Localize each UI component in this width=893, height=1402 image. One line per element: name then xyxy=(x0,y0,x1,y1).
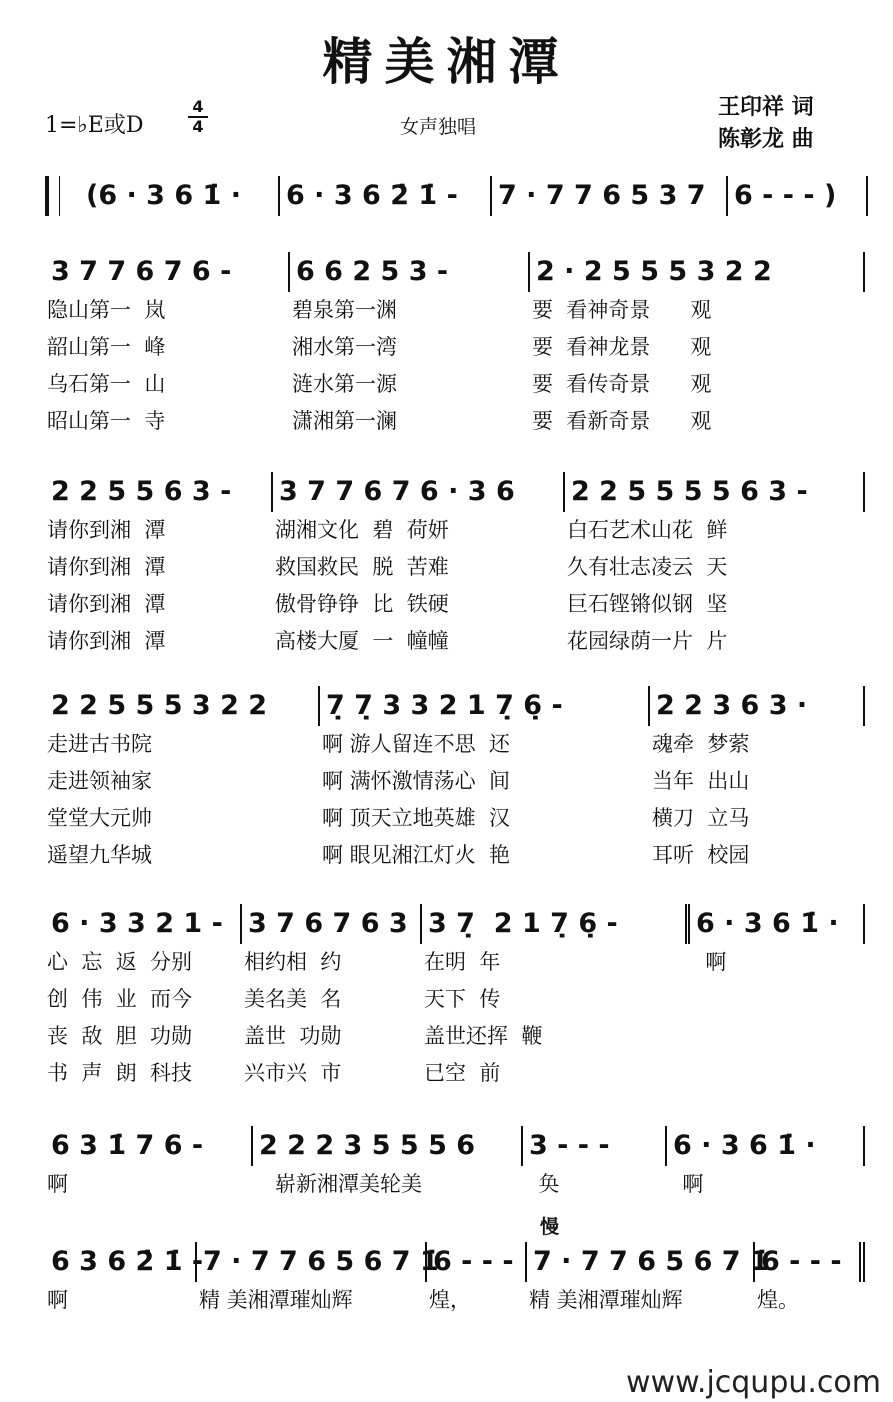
lyric-verse-3: 横刀 立马 xyxy=(652,806,750,830)
time-signature-bottom: 4 xyxy=(188,116,208,136)
measure: 6 3 6 2̇ 1̇ - xyxy=(45,1242,197,1282)
time-signature xyxy=(188,98,208,136)
lyric-verse-2: 韶山第一 峰 xyxy=(47,335,166,359)
lyric-verse-3: 傲骨铮铮 比 铁硬 xyxy=(275,592,449,616)
lyric-verse-1: 啊 xyxy=(47,1172,68,1196)
measure: 6 - - - xyxy=(755,1242,865,1282)
repeat-start-sign xyxy=(45,176,60,216)
lyric-verse-1: 精 美湘潭璀灿辉 xyxy=(199,1288,353,1312)
watermark: www.jcqupu.com xyxy=(626,1365,881,1400)
lyric-verse-1: 煌， xyxy=(429,1288,471,1312)
lyric-verse-1: 奂 xyxy=(525,1172,560,1196)
lyric-verse-2: 湘水第一湾 xyxy=(292,335,397,359)
tempo-mark: 慢 xyxy=(540,1216,560,1238)
lyric-verse-3: 请你到湘 潭 xyxy=(47,592,166,616)
measure: 7 · 7 7 6 5 6 7 1̇ xyxy=(527,1242,755,1282)
system-2 xyxy=(45,252,865,440)
lyric-verse-1: 请你到湘 潭 xyxy=(47,518,166,542)
credits xyxy=(718,92,814,156)
lyric-verse-1: 相约相 约 xyxy=(244,950,342,974)
lyric-verse-1: 走进古书院 xyxy=(47,732,152,756)
lyric-verse-1: 精 美湘潭璀灿辉 xyxy=(529,1288,683,1312)
lyric-verse-2: 啊 满怀激情荡心 间 xyxy=(322,769,511,793)
composer: 陈彰龙 曲 xyxy=(718,127,814,152)
lyric-verse-1: 白石艺术山花 鲜 xyxy=(567,518,728,542)
measure: 2 2 2 3 5 5 5 6 xyxy=(253,1126,523,1166)
lyric-verse-2: 救国救民 脱 苦难 xyxy=(275,555,449,579)
lyric-verse-4 xyxy=(690,1055,865,1092)
measure: 3 7 7 6 7 6 - xyxy=(45,252,290,292)
lyric-verse-1: 要 看神奇景 观 xyxy=(532,298,712,322)
measure: 2 · 2 5 5 5 3 2 2 xyxy=(530,252,865,292)
lyric-verse-1: 湖湘文化 碧 荷妍 xyxy=(275,518,449,542)
lyric-verse-2 xyxy=(690,981,865,1018)
time-signature-top: 4 xyxy=(192,97,204,116)
measure: 6 · 3 6 2̇ 1̇ - xyxy=(280,176,492,216)
performance-type: 女声独唱 xyxy=(400,116,477,138)
lyric-verse-3: 要 看传奇景 观 xyxy=(532,372,712,396)
lyric-verse-1: 心 忘 返 分别 xyxy=(47,950,193,974)
lyric-verse-2: 当年 出山 xyxy=(652,769,750,793)
measure: 6 3 1̇ 7 6 - xyxy=(45,1126,253,1166)
lyric-verse-1: 啊 xyxy=(669,1172,704,1196)
lyric-verse-4: 啊 眼见湘江灯火 艳 xyxy=(322,843,511,867)
lyric-verse-1: 啊 xyxy=(692,950,727,974)
measure: 2 2 5 5 6 3 - xyxy=(45,472,273,512)
lyric-verse-4: 遥望九华城 xyxy=(47,843,152,867)
lyric-verse-4: 书 声 朗 科技 xyxy=(47,1061,193,1085)
lyric-verse-4: 请你到湘 潭 xyxy=(47,629,166,653)
lyric-verse-1: 魂牵 梦萦 xyxy=(652,732,750,756)
measure: 6 · 3 6 1̇ · xyxy=(667,1126,865,1166)
lyric-verse-4: 潇湘第一澜 xyxy=(292,409,397,433)
measure: 3 7̣ 2 1 7̣ 6̣ - xyxy=(422,904,690,944)
measure: 3 - - - xyxy=(523,1126,667,1166)
system-7 xyxy=(45,1242,865,1319)
lyric-verse-3 xyxy=(690,1018,865,1055)
measure: 6 · 3 6 1̇ · xyxy=(690,904,865,944)
lyric-verse-1: 煌。 xyxy=(757,1288,799,1312)
lyric-verse-3: 啊 顶天立地英雄 汉 xyxy=(322,806,511,830)
lyric-verse-1: 隐山第一 岚 xyxy=(47,298,166,322)
lyric-verse-2: 要 看神龙景 观 xyxy=(532,335,712,359)
lyric-verse-1: 崭新湘潭美轮美 xyxy=(255,1172,423,1196)
lyric-verse-3: 涟水第一源 xyxy=(292,372,397,396)
lyric-verse-1: 啊 游人留连不思 还 xyxy=(322,732,511,756)
lyricist: 王印祥 词 xyxy=(718,95,814,120)
measure: 2 2 5 5 5 5 6 3 - xyxy=(565,472,865,512)
system-6 xyxy=(45,1126,865,1203)
measure: (6 · 3 6 1̇ · xyxy=(80,176,280,216)
lyric-verse-4: 高楼大厦 一 幢幢 xyxy=(275,629,449,653)
lyric-verse-3: 堂堂大元帅 xyxy=(47,806,152,830)
system-4 xyxy=(45,686,865,874)
lyric-verse-4: 已空 前 xyxy=(424,1061,501,1085)
lyric-verse-2: 请你到湘 潭 xyxy=(47,555,166,579)
key-signature: 1=♭E或D xyxy=(45,113,144,138)
system-5 xyxy=(45,904,865,1092)
lyric-verse-1: 碧泉第一渊 xyxy=(292,298,397,322)
lyric-verse-1: 啊 xyxy=(47,1288,68,1312)
lyric-verse-2: 美名美 名 xyxy=(244,987,342,1011)
measure: 7 · 7 7 6 5 3 7 xyxy=(492,176,728,216)
measure: 2 2 3 6 3 · xyxy=(650,686,865,726)
lyric-verse-3: 乌石第一 山 xyxy=(47,372,166,396)
lyric-verse-3: 巨石铿锵似钢 坚 xyxy=(567,592,728,616)
lyric-verse-1: 在明 年 xyxy=(424,950,501,974)
measure: 7̣ 7̣ 3 3 2 1 7̣ 6̣ - xyxy=(320,686,650,726)
system-3 xyxy=(45,472,865,660)
measure: 6 - - - xyxy=(427,1242,527,1282)
measure: 3 7 7 6 7 6 · 3 6 xyxy=(273,472,565,512)
lyric-verse-2: 久有壮志凌云 天 xyxy=(567,555,728,579)
song-title: 精美湘潭 xyxy=(322,33,571,91)
measure: 6 - - - ) xyxy=(728,176,868,216)
lyric-verse-3: 盖世还挥 鞭 xyxy=(424,1024,543,1048)
measure: 7 · 7 7 6 5 6 7 1̇ xyxy=(197,1242,427,1282)
measure: 2 2 5 5 5 3 2 2 xyxy=(45,686,320,726)
measure: 3 7 6 7 6 3 xyxy=(242,904,422,944)
lyric-verse-3: 丧 敌 胆 功勋 xyxy=(47,1024,193,1048)
lyric-verse-2: 天下 传 xyxy=(424,987,501,1011)
lyric-verse-4: 要 看新奇景 观 xyxy=(532,409,712,433)
lyric-verse-2: 创 伟 业 而今 xyxy=(47,987,193,1011)
lyric-verse-2: 走进领袖家 xyxy=(47,769,152,793)
measure: 6 · 3 3 2 1 - xyxy=(45,904,242,944)
lyric-verse-3: 盖世 功勋 xyxy=(244,1024,342,1048)
lyric-verse-4: 兴市兴 市 xyxy=(244,1061,342,1085)
lyric-verse-4: 耳听 校园 xyxy=(652,843,750,867)
lyric-verse-4: 花园绿荫一片 片 xyxy=(567,629,728,653)
system-1 xyxy=(80,176,893,216)
lyric-verse-4: 昭山第一 寺 xyxy=(47,409,166,433)
measure: 6 6 2 5 3 - xyxy=(290,252,530,292)
